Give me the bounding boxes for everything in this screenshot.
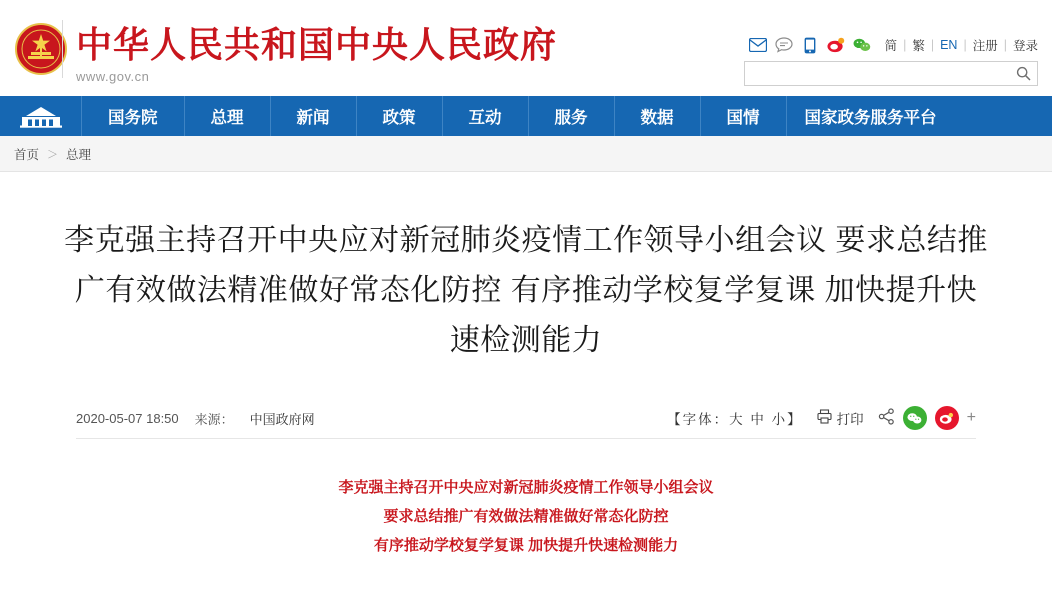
message-icon[interactable] <box>775 36 793 54</box>
nav-item-guowuyuan[interactable]: 国务院 <box>82 96 185 136</box>
site-branding[interactable] <box>76 23 557 84</box>
link-separator: | <box>963 38 967 52</box>
nav-item-guoqing[interactable]: 国情 <box>701 96 787 136</box>
tiananmen-home-icon[interactable] <box>0 96 82 136</box>
meta-divider <box>76 438 976 439</box>
font-size-small[interactable]: 小 <box>771 412 788 427</box>
print-label: 打印 <box>836 412 864 427</box>
nav-item-hudong[interactable]: 互动 <box>443 96 529 136</box>
link-separator: | <box>903 38 907 52</box>
mobile-icon[interactable] <box>801 36 819 54</box>
article-source-label: 来源： <box>194 411 234 427</box>
search-box[interactable] <box>744 61 1038 86</box>
share-group <box>878 406 976 430</box>
lang-english-link[interactable]: EN <box>940 38 958 52</box>
login-link[interactable]: 登录 <box>1012 39 1038 53</box>
site-title: 中华人民共和国中央人民政府 <box>76 25 558 65</box>
font-size-large[interactable]: 大 <box>729 412 745 427</box>
nav-item-government-service-platform[interactable]: 国家政务服务平台 <box>804 109 937 127</box>
font-size-prefix: 【字体： <box>667 412 730 427</box>
nav-item-zhengce[interactable]: 政策 <box>357 96 443 136</box>
font-size-medium[interactable]: 中 <box>750 412 766 427</box>
search-input[interactable] <box>745 62 1009 85</box>
breadcrumb-item-premier[interactable]: 总理 <box>66 147 92 162</box>
print-button[interactable] <box>817 408 864 428</box>
article-subtitle-line-3: 有序推动学校复学复课 加快提升快速检测能力 <box>373 537 679 554</box>
share-weibo-icon[interactable] <box>935 406 959 430</box>
article-subtitle-line-2: 要求总结推广有效做法精准做好常态化防控 <box>383 508 669 525</box>
link-separator: | <box>930 38 935 52</box>
nav-item-zongli[interactable]: 总理 <box>185 96 271 136</box>
language-account-links <box>885 36 1038 54</box>
lang-simplified-link[interactable]: 简 <box>884 39 898 53</box>
national-emblem-icon <box>14 22 68 76</box>
font-size-control <box>667 408 803 428</box>
article-source: 中国政府网 <box>249 411 315 427</box>
main-nav <box>0 96 1052 136</box>
printer-icon <box>817 409 832 427</box>
nav-item-shuju[interactable]: 数据 <box>615 96 701 136</box>
chevron-right-icon: ＞ <box>47 148 59 161</box>
article-datetime: 2020-05-07 18:50 <box>76 410 179 426</box>
nav-item-xinwen[interactable]: 新闻 <box>271 96 357 136</box>
nav-item-fuwu[interactable]: 服务 <box>529 96 615 136</box>
search-icon[interactable] <box>1009 62 1037 85</box>
page-title: 李克强主持召开中央应对新冠肺炎疫情工作领导小组会议 要求总结推广有效做法精准做好常态化防控 有序推动学校复学复课 加快提升快速检测能力 <box>64 224 988 357</box>
breadcrumb-item-home[interactable]: 首页 <box>14 147 40 162</box>
link-separator: | <box>1003 38 1007 52</box>
header-utility-bar <box>749 36 1038 54</box>
article-tools <box>667 406 976 430</box>
register-link[interactable]: 注册 <box>972 39 998 53</box>
weibo-icon[interactable] <box>827 36 845 54</box>
article-subtitle-line-1: 李克强主持召开中央应对新冠肺炎疫情工作领导小组会议 <box>338 479 714 496</box>
share-wechat-icon[interactable] <box>903 406 927 430</box>
breadcrumb <box>0 136 1052 172</box>
mail-icon[interactable] <box>749 36 767 54</box>
article-container <box>0 216 1052 560</box>
share-more-button[interactable]: + <box>966 409 976 426</box>
article-subtitles <box>62 473 990 560</box>
share-nodes-icon[interactable] <box>878 408 895 428</box>
article-meta-left <box>76 409 315 428</box>
article-meta-row <box>62 398 990 438</box>
lang-traditional-link[interactable]: 繁 <box>912 39 925 53</box>
font-size-suffix: 】 <box>787 412 803 427</box>
header-divider <box>62 20 63 78</box>
site-header <box>0 0 1052 96</box>
wechat-icon[interactable] <box>853 36 871 54</box>
site-url: www.gov.cn <box>76 69 150 84</box>
